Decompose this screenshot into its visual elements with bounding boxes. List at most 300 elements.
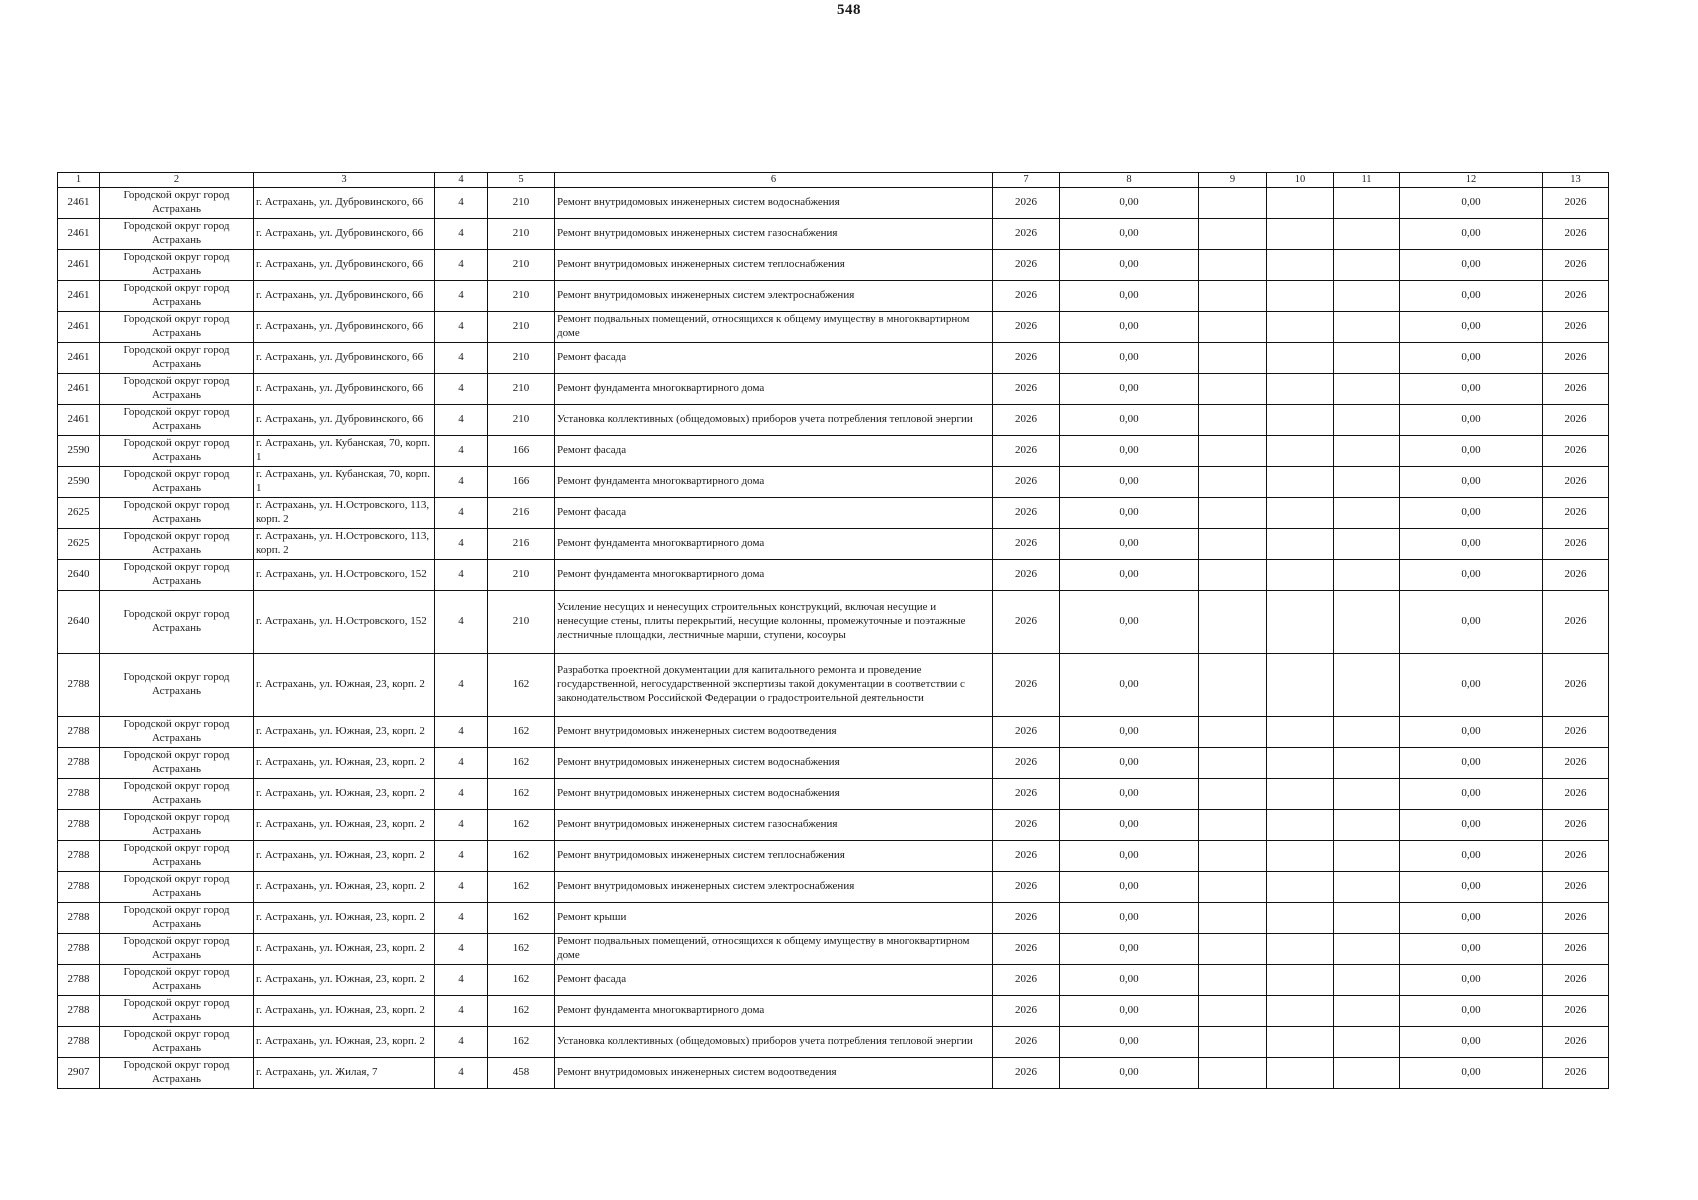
- category-cell: 4: [435, 188, 488, 219]
- category-cell: 4: [435, 250, 488, 281]
- empty-cell: [1334, 591, 1400, 654]
- quantity-cell: 162: [488, 654, 555, 717]
- empty-cell: [1334, 312, 1400, 343]
- completion-year-cell: 2026: [1543, 717, 1609, 748]
- empty-cell: [1267, 1058, 1334, 1089]
- empty-cell: [1199, 1027, 1267, 1058]
- empty-cell: [1267, 250, 1334, 281]
- category-cell: 4: [435, 281, 488, 312]
- address-cell: г. Астрахань, ул. Кубанская, 70, корп. 1: [254, 436, 435, 467]
- municipality-cell: Городской округ город Астрахань: [100, 996, 254, 1027]
- work-type-cell: Установка коллективных (общедомовых) приборов учета потребления тепловой энергии: [555, 1027, 993, 1058]
- completion-year-cell: 2026: [1543, 965, 1609, 996]
- work-type-cell: Ремонт внутридомовых инженерных систем газоснабжения: [555, 219, 993, 250]
- address-cell: г. Астрахань, ул. Южная, 23, корп. 2: [254, 1027, 435, 1058]
- table-row: [58, 219, 1609, 250]
- empty-cell: [1199, 436, 1267, 467]
- work-type-cell: Ремонт фундамента многоквартирного дома: [555, 467, 993, 498]
- municipality-cell: Городской округ город Астрахань: [100, 934, 254, 965]
- empty-cell: [1334, 405, 1400, 436]
- empty-cell: [1267, 872, 1334, 903]
- empty-cell: [1199, 560, 1267, 591]
- empty-cell: [1334, 436, 1400, 467]
- column-number: 1: [58, 173, 100, 188]
- empty-cell: [1199, 872, 1267, 903]
- quantity-cell: 166: [488, 467, 555, 498]
- year-cell: 2026: [993, 872, 1060, 903]
- address-cell: г. Астрахань, ул. Южная, 23, корп. 2: [254, 934, 435, 965]
- table-row: [58, 872, 1609, 903]
- municipality-cell: Городской округ город Астрахань: [100, 250, 254, 281]
- amount-cell: 0,00: [1400, 810, 1543, 841]
- house-id-cell: 2788: [58, 841, 100, 872]
- empty-cell: [1334, 467, 1400, 498]
- house-id-cell: 2625: [58, 529, 100, 560]
- municipality-cell: Городской округ город Астрахань: [100, 1027, 254, 1058]
- completion-year-cell: 2026: [1543, 934, 1609, 965]
- completion-year-cell: 2026: [1543, 872, 1609, 903]
- house-id-cell: 2640: [58, 560, 100, 591]
- completion-year-cell: 2026: [1543, 560, 1609, 591]
- quantity-cell: 162: [488, 965, 555, 996]
- amount-cell: 0,00: [1400, 436, 1543, 467]
- empty-cell: [1199, 717, 1267, 748]
- address-cell: г. Астрахань, ул. Н.Островского, 152: [254, 591, 435, 654]
- year-cell: 2026: [993, 374, 1060, 405]
- year-cell: 2026: [993, 529, 1060, 560]
- quantity-cell: 210: [488, 281, 555, 312]
- year-cell: 2026: [993, 934, 1060, 965]
- empty-cell: [1267, 934, 1334, 965]
- empty-cell: [1199, 219, 1267, 250]
- table-row: [58, 529, 1609, 560]
- category-cell: 4: [435, 529, 488, 560]
- house-id-cell: 2461: [58, 312, 100, 343]
- cost-cell: 0,00: [1060, 374, 1199, 405]
- completion-year-cell: 2026: [1543, 467, 1609, 498]
- empty-cell: [1267, 529, 1334, 560]
- category-cell: 4: [435, 405, 488, 436]
- table-row: [58, 1027, 1609, 1058]
- municipality-cell: Городской округ город Астрахань: [100, 903, 254, 934]
- empty-cell: [1267, 498, 1334, 529]
- house-id-cell: 2461: [58, 250, 100, 281]
- house-id-cell: 2590: [58, 467, 100, 498]
- column-number: 8: [1060, 173, 1199, 188]
- table-row: [58, 717, 1609, 748]
- empty-cell: [1334, 810, 1400, 841]
- empty-cell: [1199, 467, 1267, 498]
- quantity-cell: 216: [488, 529, 555, 560]
- empty-cell: [1199, 996, 1267, 1027]
- table-row: [58, 498, 1609, 529]
- category-cell: 4: [435, 996, 488, 1027]
- address-cell: г. Астрахань, ул. Дубровинского, 66: [254, 250, 435, 281]
- address-cell: г. Астрахань, ул. Южная, 23, корп. 2: [254, 996, 435, 1027]
- table-body: [58, 188, 1609, 1089]
- empty-cell: [1199, 343, 1267, 374]
- empty-cell: [1267, 374, 1334, 405]
- category-cell: 4: [435, 591, 488, 654]
- completion-year-cell: 2026: [1543, 1058, 1609, 1089]
- cost-cell: 0,00: [1060, 312, 1199, 343]
- table-row: [58, 654, 1609, 717]
- house-id-cell: 2788: [58, 779, 100, 810]
- amount-cell: 0,00: [1400, 219, 1543, 250]
- quantity-cell: 162: [488, 841, 555, 872]
- cost-cell: 0,00: [1060, 996, 1199, 1027]
- category-cell: 4: [435, 436, 488, 467]
- cost-cell: 0,00: [1060, 560, 1199, 591]
- column-number-row: [58, 173, 1609, 188]
- work-type-cell: Ремонт внутридомовых инженерных систем водоснабжения: [555, 779, 993, 810]
- amount-cell: 0,00: [1400, 934, 1543, 965]
- year-cell: 2026: [993, 188, 1060, 219]
- work-type-cell: Ремонт фундамента многоквартирного дома: [555, 996, 993, 1027]
- address-cell: г. Астрахань, ул. Южная, 23, корп. 2: [254, 903, 435, 934]
- address-cell: г. Астрахань, ул. Н.Островского, 113, корп. 2: [254, 498, 435, 529]
- year-cell: 2026: [993, 1027, 1060, 1058]
- empty-cell: [1199, 748, 1267, 779]
- work-type-cell: Ремонт подвальных помещений, относящихся к общему имуществу в многоквартирном доме: [555, 934, 993, 965]
- table-row: [58, 779, 1609, 810]
- house-id-cell: 2788: [58, 1027, 100, 1058]
- table-row: [58, 591, 1609, 654]
- empty-cell: [1267, 343, 1334, 374]
- table-row: [58, 810, 1609, 841]
- house-id-cell: 2461: [58, 219, 100, 250]
- house-id-cell: 2788: [58, 996, 100, 1027]
- municipality-cell: Городской округ город Астрахань: [100, 219, 254, 250]
- completion-year-cell: 2026: [1543, 810, 1609, 841]
- house-id-cell: 2461: [58, 343, 100, 374]
- cost-cell: 0,00: [1060, 498, 1199, 529]
- table-row: [58, 405, 1609, 436]
- year-cell: 2026: [993, 343, 1060, 374]
- page-number: 548: [837, 2, 861, 18]
- house-id-cell: 2625: [58, 498, 100, 529]
- column-number: 12: [1400, 173, 1543, 188]
- quantity-cell: 210: [488, 374, 555, 405]
- municipality-cell: Городской округ город Астрахань: [100, 188, 254, 219]
- amount-cell: 0,00: [1400, 1058, 1543, 1089]
- empty-cell: [1267, 281, 1334, 312]
- year-cell: 2026: [993, 436, 1060, 467]
- amount-cell: 0,00: [1400, 965, 1543, 996]
- table-row: [58, 903, 1609, 934]
- empty-cell: [1199, 529, 1267, 560]
- cost-cell: 0,00: [1060, 841, 1199, 872]
- work-type-cell: Установка коллективных (общедомовых) приборов учета потребления тепловой энергии: [555, 405, 993, 436]
- empty-cell: [1334, 529, 1400, 560]
- municipality-cell: Городской округ город Астрахань: [100, 498, 254, 529]
- completion-year-cell: 2026: [1543, 312, 1609, 343]
- empty-cell: [1267, 717, 1334, 748]
- table-row: [58, 467, 1609, 498]
- work-type-cell: Ремонт фасада: [555, 343, 993, 374]
- year-cell: 2026: [993, 717, 1060, 748]
- capital-repair-table: [57, 172, 1609, 1089]
- table-row: [58, 1058, 1609, 1089]
- empty-cell: [1334, 748, 1400, 779]
- quantity-cell: 210: [488, 560, 555, 591]
- amount-cell: 0,00: [1400, 591, 1543, 654]
- empty-cell: [1199, 188, 1267, 219]
- empty-cell: [1199, 405, 1267, 436]
- category-cell: 4: [435, 560, 488, 591]
- empty-cell: [1267, 188, 1334, 219]
- category-cell: 4: [435, 934, 488, 965]
- quantity-cell: 162: [488, 996, 555, 1027]
- quantity-cell: 162: [488, 934, 555, 965]
- completion-year-cell: 2026: [1543, 281, 1609, 312]
- year-cell: 2026: [993, 903, 1060, 934]
- work-type-cell: Ремонт внутридомовых инженерных систем водоснабжения: [555, 188, 993, 219]
- cost-cell: 0,00: [1060, 188, 1199, 219]
- table-row: [58, 250, 1609, 281]
- category-cell: 4: [435, 903, 488, 934]
- empty-cell: [1334, 188, 1400, 219]
- completion-year-cell: 2026: [1543, 343, 1609, 374]
- year-cell: 2026: [993, 841, 1060, 872]
- cost-cell: 0,00: [1060, 748, 1199, 779]
- municipality-cell: Городской округ город Астрахань: [100, 717, 254, 748]
- completion-year-cell: 2026: [1543, 405, 1609, 436]
- work-type-cell: Ремонт внутридомовых инженерных систем водоснабжения: [555, 748, 993, 779]
- municipality-cell: Городской округ город Астрахань: [100, 965, 254, 996]
- house-id-cell: 2788: [58, 810, 100, 841]
- empty-cell: [1267, 996, 1334, 1027]
- amount-cell: 0,00: [1400, 250, 1543, 281]
- year-cell: 2026: [993, 405, 1060, 436]
- cost-cell: 0,00: [1060, 250, 1199, 281]
- amount-cell: 0,00: [1400, 560, 1543, 591]
- completion-year-cell: 2026: [1543, 436, 1609, 467]
- category-cell: 4: [435, 1058, 488, 1089]
- empty-cell: [1334, 1058, 1400, 1089]
- column-number: 6: [555, 173, 993, 188]
- column-number: 13: [1543, 173, 1609, 188]
- address-cell: г. Астрахань, ул. Дубровинского, 66: [254, 312, 435, 343]
- address-cell: г. Астрахань, ул. Дубровинского, 66: [254, 343, 435, 374]
- cost-cell: 0,00: [1060, 591, 1199, 654]
- empty-cell: [1334, 498, 1400, 529]
- amount-cell: 0,00: [1400, 498, 1543, 529]
- column-number: 4: [435, 173, 488, 188]
- empty-cell: [1199, 312, 1267, 343]
- year-cell: 2026: [993, 810, 1060, 841]
- house-id-cell: 2788: [58, 903, 100, 934]
- amount-cell: 0,00: [1400, 996, 1543, 1027]
- year-cell: 2026: [993, 219, 1060, 250]
- cost-cell: 0,00: [1060, 654, 1199, 717]
- municipality-cell: Городской округ город Астрахань: [100, 654, 254, 717]
- quantity-cell: 210: [488, 591, 555, 654]
- table-row: [58, 374, 1609, 405]
- completion-year-cell: 2026: [1543, 250, 1609, 281]
- cost-cell: 0,00: [1060, 717, 1199, 748]
- table-row: [58, 436, 1609, 467]
- empty-cell: [1334, 1027, 1400, 1058]
- cost-cell: 0,00: [1060, 1027, 1199, 1058]
- municipality-cell: Городской округ город Астрахань: [100, 748, 254, 779]
- empty-cell: [1334, 219, 1400, 250]
- empty-cell: [1267, 965, 1334, 996]
- amount-cell: 0,00: [1400, 405, 1543, 436]
- address-cell: г. Астрахань, ул. Южная, 23, корп. 2: [254, 748, 435, 779]
- column-number: 2: [100, 173, 254, 188]
- year-cell: 2026: [993, 1058, 1060, 1089]
- table-row: [58, 188, 1609, 219]
- address-cell: г. Астрахань, ул. Южная, 23, корп. 2: [254, 872, 435, 903]
- year-cell: 2026: [993, 779, 1060, 810]
- category-cell: 4: [435, 654, 488, 717]
- category-cell: 4: [435, 374, 488, 405]
- house-id-cell: 2461: [58, 374, 100, 405]
- quantity-cell: 162: [488, 810, 555, 841]
- cost-cell: 0,00: [1060, 965, 1199, 996]
- quantity-cell: 210: [488, 405, 555, 436]
- house-id-cell: 2788: [58, 934, 100, 965]
- quantity-cell: 210: [488, 312, 555, 343]
- house-id-cell: 2640: [58, 591, 100, 654]
- municipality-cell: Городской округ город Астрахань: [100, 467, 254, 498]
- empty-cell: [1334, 250, 1400, 281]
- quantity-cell: 162: [488, 872, 555, 903]
- empty-cell: [1267, 591, 1334, 654]
- year-cell: 2026: [993, 996, 1060, 1027]
- quantity-cell: 166: [488, 436, 555, 467]
- completion-year-cell: 2026: [1543, 654, 1609, 717]
- municipality-cell: Городской округ город Астрахань: [100, 405, 254, 436]
- amount-cell: 0,00: [1400, 529, 1543, 560]
- quantity-cell: 210: [488, 343, 555, 374]
- work-type-cell: Ремонт внутридомовых инженерных систем электроснабжения: [555, 872, 993, 903]
- cost-cell: 0,00: [1060, 281, 1199, 312]
- cost-cell: 0,00: [1060, 219, 1199, 250]
- table-row: [58, 996, 1609, 1027]
- table-row: [58, 343, 1609, 374]
- empty-cell: [1199, 841, 1267, 872]
- quantity-cell: 162: [488, 779, 555, 810]
- amount-cell: 0,00: [1400, 903, 1543, 934]
- house-id-cell: 2461: [58, 188, 100, 219]
- completion-year-cell: 2026: [1543, 1027, 1609, 1058]
- amount-cell: 0,00: [1400, 872, 1543, 903]
- address-cell: г. Астрахань, ул. Южная, 23, корп. 2: [254, 841, 435, 872]
- completion-year-cell: 2026: [1543, 529, 1609, 560]
- work-type-cell: Ремонт внутридомовых инженерных систем газоснабжения: [555, 810, 993, 841]
- cost-cell: 0,00: [1060, 903, 1199, 934]
- table-row: [58, 281, 1609, 312]
- empty-cell: [1334, 779, 1400, 810]
- empty-cell: [1199, 654, 1267, 717]
- municipality-cell: Городской округ город Астрахань: [100, 1058, 254, 1089]
- category-cell: 4: [435, 965, 488, 996]
- completion-year-cell: 2026: [1543, 748, 1609, 779]
- empty-cell: [1199, 903, 1267, 934]
- category-cell: 4: [435, 717, 488, 748]
- address-cell: г. Астрахань, ул. Дубровинского, 66: [254, 188, 435, 219]
- cost-cell: 0,00: [1060, 343, 1199, 374]
- quantity-cell: 210: [488, 250, 555, 281]
- municipality-cell: Городской округ город Астрахань: [100, 560, 254, 591]
- amount-cell: 0,00: [1400, 1027, 1543, 1058]
- municipality-cell: Городской округ город Астрахань: [100, 872, 254, 903]
- table-row: [58, 965, 1609, 996]
- house-id-cell: 2788: [58, 717, 100, 748]
- empty-cell: [1334, 872, 1400, 903]
- work-type-cell: Ремонт внутридомовых инженерных систем электроснабжения: [555, 281, 993, 312]
- empty-cell: [1334, 903, 1400, 934]
- work-type-cell: Ремонт внутридомовых инженерных систем теплоснабжения: [555, 841, 993, 872]
- empty-cell: [1334, 841, 1400, 872]
- year-cell: 2026: [993, 281, 1060, 312]
- empty-cell: [1334, 343, 1400, 374]
- empty-cell: [1267, 312, 1334, 343]
- empty-cell: [1199, 250, 1267, 281]
- municipality-cell: Городской округ город Астрахань: [100, 779, 254, 810]
- amount-cell: 0,00: [1400, 841, 1543, 872]
- address-cell: г. Астрахань, ул. Южная, 23, корп. 2: [254, 810, 435, 841]
- amount-cell: 0,00: [1400, 779, 1543, 810]
- cost-cell: 0,00: [1060, 779, 1199, 810]
- completion-year-cell: 2026: [1543, 903, 1609, 934]
- house-id-cell: 2788: [58, 872, 100, 903]
- completion-year-cell: 2026: [1543, 996, 1609, 1027]
- address-cell: г. Астрахань, ул. Дубровинского, 66: [254, 219, 435, 250]
- category-cell: 4: [435, 312, 488, 343]
- year-cell: 2026: [993, 748, 1060, 779]
- empty-cell: [1334, 965, 1400, 996]
- municipality-cell: Городской округ город Астрахань: [100, 436, 254, 467]
- table-row: [58, 934, 1609, 965]
- empty-cell: [1267, 467, 1334, 498]
- completion-year-cell: 2026: [1543, 188, 1609, 219]
- empty-cell: [1334, 374, 1400, 405]
- empty-cell: [1199, 779, 1267, 810]
- year-cell: 2026: [993, 467, 1060, 498]
- cost-cell: 0,00: [1060, 872, 1199, 903]
- municipality-cell: Городской округ город Астрахань: [100, 374, 254, 405]
- empty-cell: [1267, 405, 1334, 436]
- cost-cell: 0,00: [1060, 529, 1199, 560]
- empty-cell: [1267, 219, 1334, 250]
- category-cell: 4: [435, 343, 488, 374]
- empty-cell: [1334, 281, 1400, 312]
- completion-year-cell: 2026: [1543, 219, 1609, 250]
- empty-cell: [1334, 717, 1400, 748]
- column-number: 7: [993, 173, 1060, 188]
- empty-cell: [1199, 498, 1267, 529]
- address-cell: г. Астрахань, ул. Дубровинского, 66: [254, 281, 435, 312]
- empty-cell: [1267, 779, 1334, 810]
- cost-cell: 0,00: [1060, 810, 1199, 841]
- year-cell: 2026: [993, 965, 1060, 996]
- amount-cell: 0,00: [1400, 312, 1543, 343]
- empty-cell: [1267, 560, 1334, 591]
- category-cell: 4: [435, 872, 488, 903]
- column-number: 3: [254, 173, 435, 188]
- column-number: 9: [1199, 173, 1267, 188]
- amount-cell: 0,00: [1400, 654, 1543, 717]
- amount-cell: 0,00: [1400, 748, 1543, 779]
- municipality-cell: Городской округ город Астрахань: [100, 529, 254, 560]
- quantity-cell: 210: [488, 188, 555, 219]
- empty-cell: [1199, 810, 1267, 841]
- table-row: [58, 841, 1609, 872]
- empty-cell: [1267, 654, 1334, 717]
